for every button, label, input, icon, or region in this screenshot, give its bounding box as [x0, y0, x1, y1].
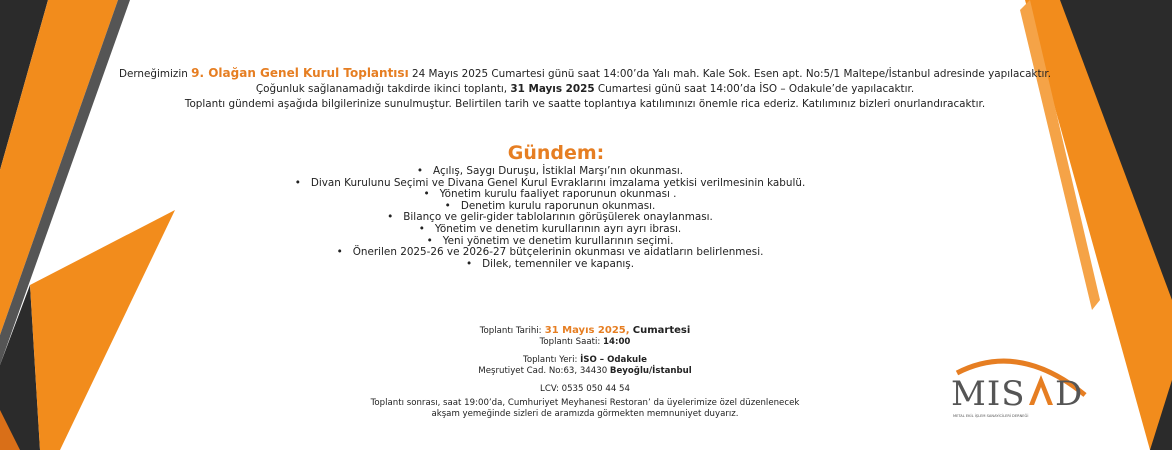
bullet: • — [423, 188, 430, 201]
logo-text-right: D — [1055, 374, 1083, 414]
intro-line-2-b: Cumartesi günü saat 14:00’da İSO – Odakule’de yapılacaktır. — [597, 83, 915, 95]
date-day: Cumartesi — [632, 325, 691, 336]
address: Meşrutiyet Cad. No:63, 34430 — [478, 366, 608, 376]
agenda-item-text: Divan Kurulunu Seçimi ve Divana Genel Kurul Evraklarını imzalama yetkisi verilmesinin kabulü. — [310, 176, 806, 189]
bullet: • — [465, 257, 473, 270]
agenda-item-text: Denetim kurulu raporunun okunması. — [460, 199, 656, 212]
intro-line-1 — [60, 66, 1110, 82]
meeting-time-row — [300, 337, 870, 348]
meeting-place-row — [300, 355, 870, 366]
agenda-item-text: Yönetim ve denetim kurullarının ayrı ayrı ibrası. — [434, 222, 682, 235]
bullet: • — [294, 176, 301, 189]
agenda-list — [250, 166, 850, 270]
intro-line-1-rest: 24 Mayıs 2025 Cumartesi günü saat 14:00’da Yalı mah. Kale Sok. Esen apt. No:5/1 Maltepe/İstanbul adresinde yapılacaktır. — [412, 68, 1052, 80]
intro-line-2 — [60, 82, 1110, 97]
date-label: Toplantı Tarihi: — [479, 326, 542, 336]
intro-line-2-a: Çoğunluk sağlanamadığı takdirde ikinci toplantı, — [255, 83, 508, 95]
meeting-address-row — [300, 366, 870, 377]
second-meeting-date: 31 Mayıs 2025 — [510, 83, 595, 95]
bullet: • — [387, 211, 394, 224]
agenda-item-text: Yönetim kurulu faaliyet raporunun okunması . — [439, 188, 677, 201]
misad-logo — [947, 345, 1091, 425]
logo-text-left: MIS — [951, 374, 1026, 414]
agenda-item-text: Yeni yönetim ve denetim kurullarının seçimi. — [442, 234, 674, 247]
after-meeting-line-1: Toplantı sonrası, saat 19:00’da, Cumhuriyet Meyhanesi Restoran’ da üyelerimize özel düzenlenecek — [370, 398, 800, 408]
logo-tagline: METAL EKİL İŞLEM SANAYİCİLERİ DERNEĞİ — [953, 414, 1029, 418]
agenda-item-text: Bilanço ve gelir-gider tablolarının görüşülerek onaylanması. — [403, 211, 713, 224]
bullet: • — [416, 165, 424, 177]
intro-lead: Derneğimizin — [118, 68, 188, 80]
place-value: İSO – Odakule — [580, 355, 647, 365]
intro-text — [60, 66, 1110, 112]
intro-line-3: Toplantı gündemi aşağıda bilgilerinize sunulmuştur. Belirtilen tarih ve saatte toplantıya katılımınızı önemle rica ederiz. Katılımınız bizleri onurlandıracaktır. — [184, 98, 986, 110]
lcv: LCV: 0535 050 44 54 — [540, 384, 630, 394]
time-label: Toplantı Saati: — [539, 337, 601, 347]
agenda-item — [250, 259, 850, 271]
meeting-details — [300, 325, 870, 420]
time-value: 14:00 — [603, 337, 631, 347]
bullet: • — [418, 222, 425, 235]
meeting-date-row — [300, 325, 870, 337]
bullet: • — [426, 234, 433, 247]
logo-a-mark — [1029, 375, 1053, 405]
bullet: • — [336, 246, 343, 259]
place-label: Toplantı Yeri: — [523, 355, 578, 365]
agenda-item-text: Açılış, Saygı Duruşu, İstiklal Marşı’nın okunması. — [433, 165, 684, 177]
meeting-name: 9. Olağan Genel Kurul Toplantısı — [191, 66, 409, 80]
agenda-item-text: Dilek, temenniler ve kapanış. — [482, 257, 635, 270]
bullet: • — [444, 199, 451, 212]
after-meeting-line-2: akşam yemeğinde sizleri de aramızda görmekten memnuniyet duyarız. — [431, 409, 739, 419]
district: Beyoğlu/İstanbul — [609, 366, 692, 376]
agenda-item-text: Önerilen 2025-26 ve 2026-27 bütçelerinin okunması ve aidatların belirlenmesi. — [352, 246, 764, 259]
date-value: 31 Mayıs 2025, — [544, 325, 630, 336]
agenda-title: Gündem: — [507, 142, 605, 164]
